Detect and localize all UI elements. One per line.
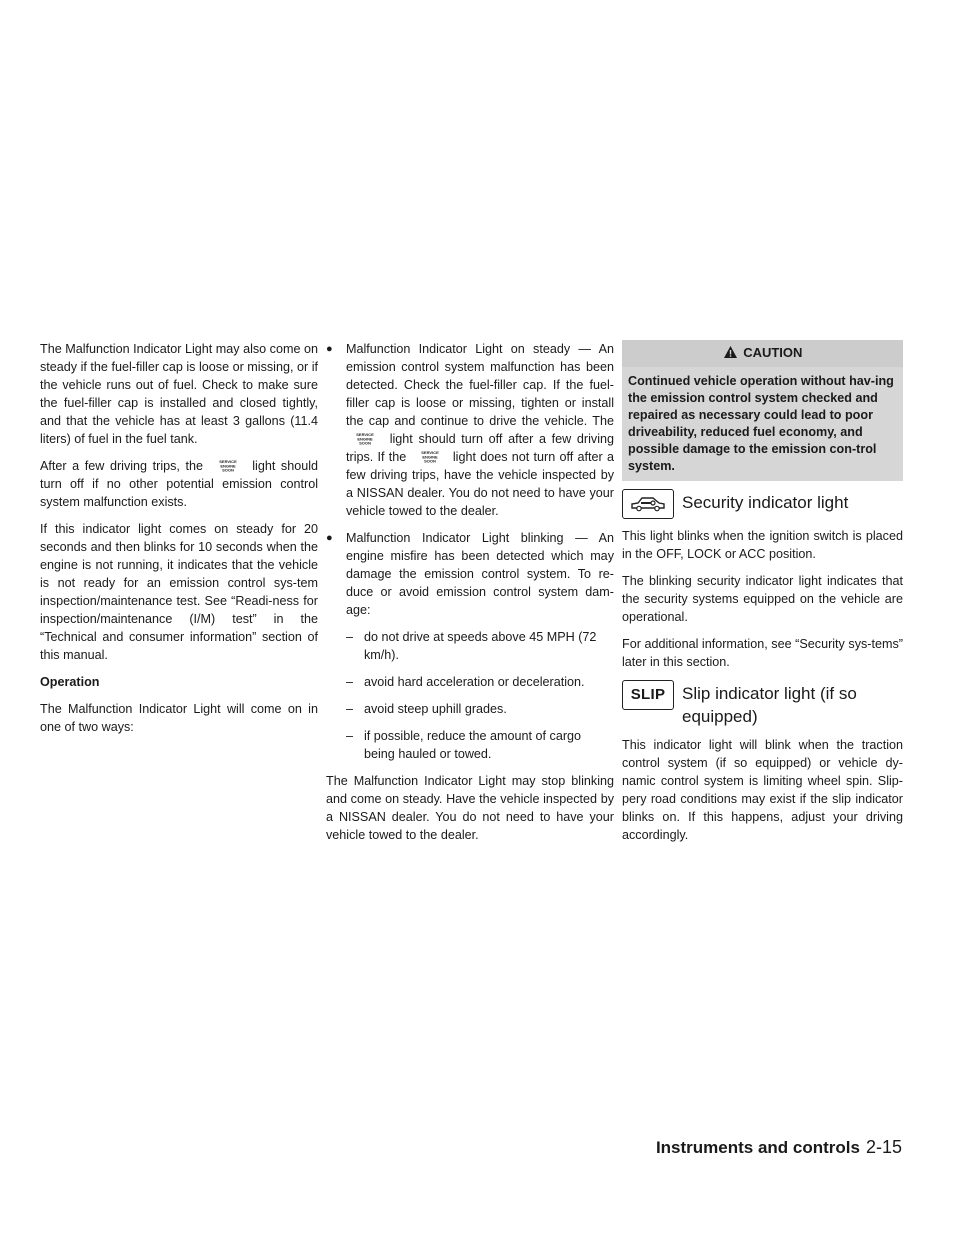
section-title: Security indicator light: [682, 493, 849, 512]
text: Malfunction Indicator Light on steady — An emission control system malfunction has been detected. Check the fuel-filler cap. If the fuel-filler cap is loose or missing, tighten or install the cap and continue to drive the vehicle. The: [346, 342, 614, 428]
service-engine-soon-icon: [348, 432, 382, 445]
text: light does not turn off after a few driving trips, have the vehicle inspected by a NISSAN dealer. You do not need to have your vehicle towed to the dealer.: [346, 450, 615, 518]
svg-text:SERVICE: SERVICE: [420, 450, 439, 455]
slip-section-header: [622, 680, 903, 728]
svg-text:SERVICE: SERVICE: [356, 432, 374, 437]
column-right: [622, 340, 903, 853]
dash-marker: –: [346, 729, 354, 743]
paragraph: The Malfunction Indicator Light may stop blinking and come on steady. Have the vehicle inspected by a NISSAN dealer. You do not need to have your vehicle towed to the dealer.: [326, 774, 614, 842]
footer-section: Instruments and controls: [655, 1138, 860, 1157]
svg-text:SOON: SOON: [423, 458, 436, 463]
sub-item: [326, 700, 614, 718]
paragraph: The Malfunction Indicator Light will come on in one of two ways:: [40, 702, 318, 734]
text: do not drive at speeds above 45 MPH (72 km/h).: [364, 630, 597, 662]
page-number: 2-15: [865, 1137, 902, 1157]
paragraph: The blinking security indicator light indicates that the security systems equipped on the vehicle are operational.: [622, 574, 903, 624]
text: avoid steep uphill grades.: [364, 702, 507, 716]
paragraph: If this indicator light comes on steady for 20 seconds and then blinks for 10 seconds when the engine is not running, it indicates that the vehicle is not ready for an emission control sys-tem inspection/maintenance test. See “Readi-ness for inspection/maintenance (I/M) test” in the “Technical and consumer information” section of this manual.: [40, 522, 318, 662]
service-engine-soon-icon: [413, 450, 447, 463]
svg-text:SERVICE: SERVICE: [218, 459, 237, 464]
dash-marker: –: [346, 630, 354, 644]
page-footer: [656, 1137, 902, 1158]
caution-box: [622, 340, 903, 481]
text: if possible, reduce the amount of cargo being hauled or towed.: [364, 729, 582, 761]
sub-item: [326, 673, 614, 691]
svg-text:ENGINE: ENGINE: [357, 436, 373, 442]
svg-text:SOON: SOON: [359, 440, 371, 445]
paragraph: For additional information, see “Security sys-tems” later in this section.: [622, 637, 903, 669]
sub-item: [326, 628, 614, 664]
svg-text:ENGINE: ENGINE: [219, 463, 236, 469]
svg-text:SOON: SOON: [221, 467, 234, 472]
car-key-icon: [622, 489, 674, 519]
column-left: [40, 340, 318, 745]
slip-icon: SLIP: [622, 680, 674, 710]
text: light should turn off after a few driving trips. If the: [346, 432, 614, 464]
section-title: Slip indicator light (if so equipped): [682, 684, 857, 726]
sub-item: [326, 727, 614, 763]
warning-triangle-icon: [723, 345, 738, 359]
text: avoid hard acceleration or deceleration.: [364, 675, 585, 689]
caution-label: CAUTION: [743, 345, 803, 360]
text: Malfunction Indicator Light blinking — An engine misfire has been detected which may damage the emission control system. To re-duce or avoid emission control system dam-age:: [346, 531, 614, 617]
text: light should turn off if no other potential emission control system malfunction exists.: [40, 459, 319, 509]
text: After a few driving trips, the: [40, 459, 204, 473]
bullet-item: [326, 529, 614, 619]
column-middle: [326, 340, 614, 853]
bullet-icon: ●: [326, 343, 333, 355]
caution-header: [622, 340, 903, 367]
security-section-header: [622, 489, 903, 519]
caution-text: Continued vehicle operation without hav-ing the emission control system checked and repaired as necessary could lead to poor driveability, reduced fuel economy, and possible damage to the emission con-trol system.: [628, 374, 894, 473]
section-heading: Operation: [40, 675, 100, 689]
paragraph: The Malfunction Indicator Light may also come on steady if the fuel-filler cap is loose or missing, or if the vehicle runs out of fuel. Check to make sure the fuel-filler cap is installed and closed tightly, and that the vehicle has at least 3 gallons (11.4 liters) of fuel in the fuel tank.: [40, 342, 318, 446]
dash-marker: –: [346, 675, 354, 689]
paragraph: [40, 457, 318, 511]
svg-text:ENGINE: ENGINE: [421, 454, 438, 460]
paragraph: This light blinks when the ignition switch is placed in the OFF, LOCK or ACC position.: [622, 529, 903, 561]
dash-marker: –: [346, 702, 354, 716]
service-engine-soon-icon: [211, 459, 245, 472]
paragraph: This indicator light will blink when the traction control system (if so equipped) or vehicle dy-namic control system is limiting wheel spin. Slip-pery road conditions may exist if the slip indicator blinks on. If this happens, adjust your driving accordingly.: [622, 738, 903, 842]
bullet-item: [326, 340, 614, 520]
bullet-icon: ●: [326, 532, 333, 544]
